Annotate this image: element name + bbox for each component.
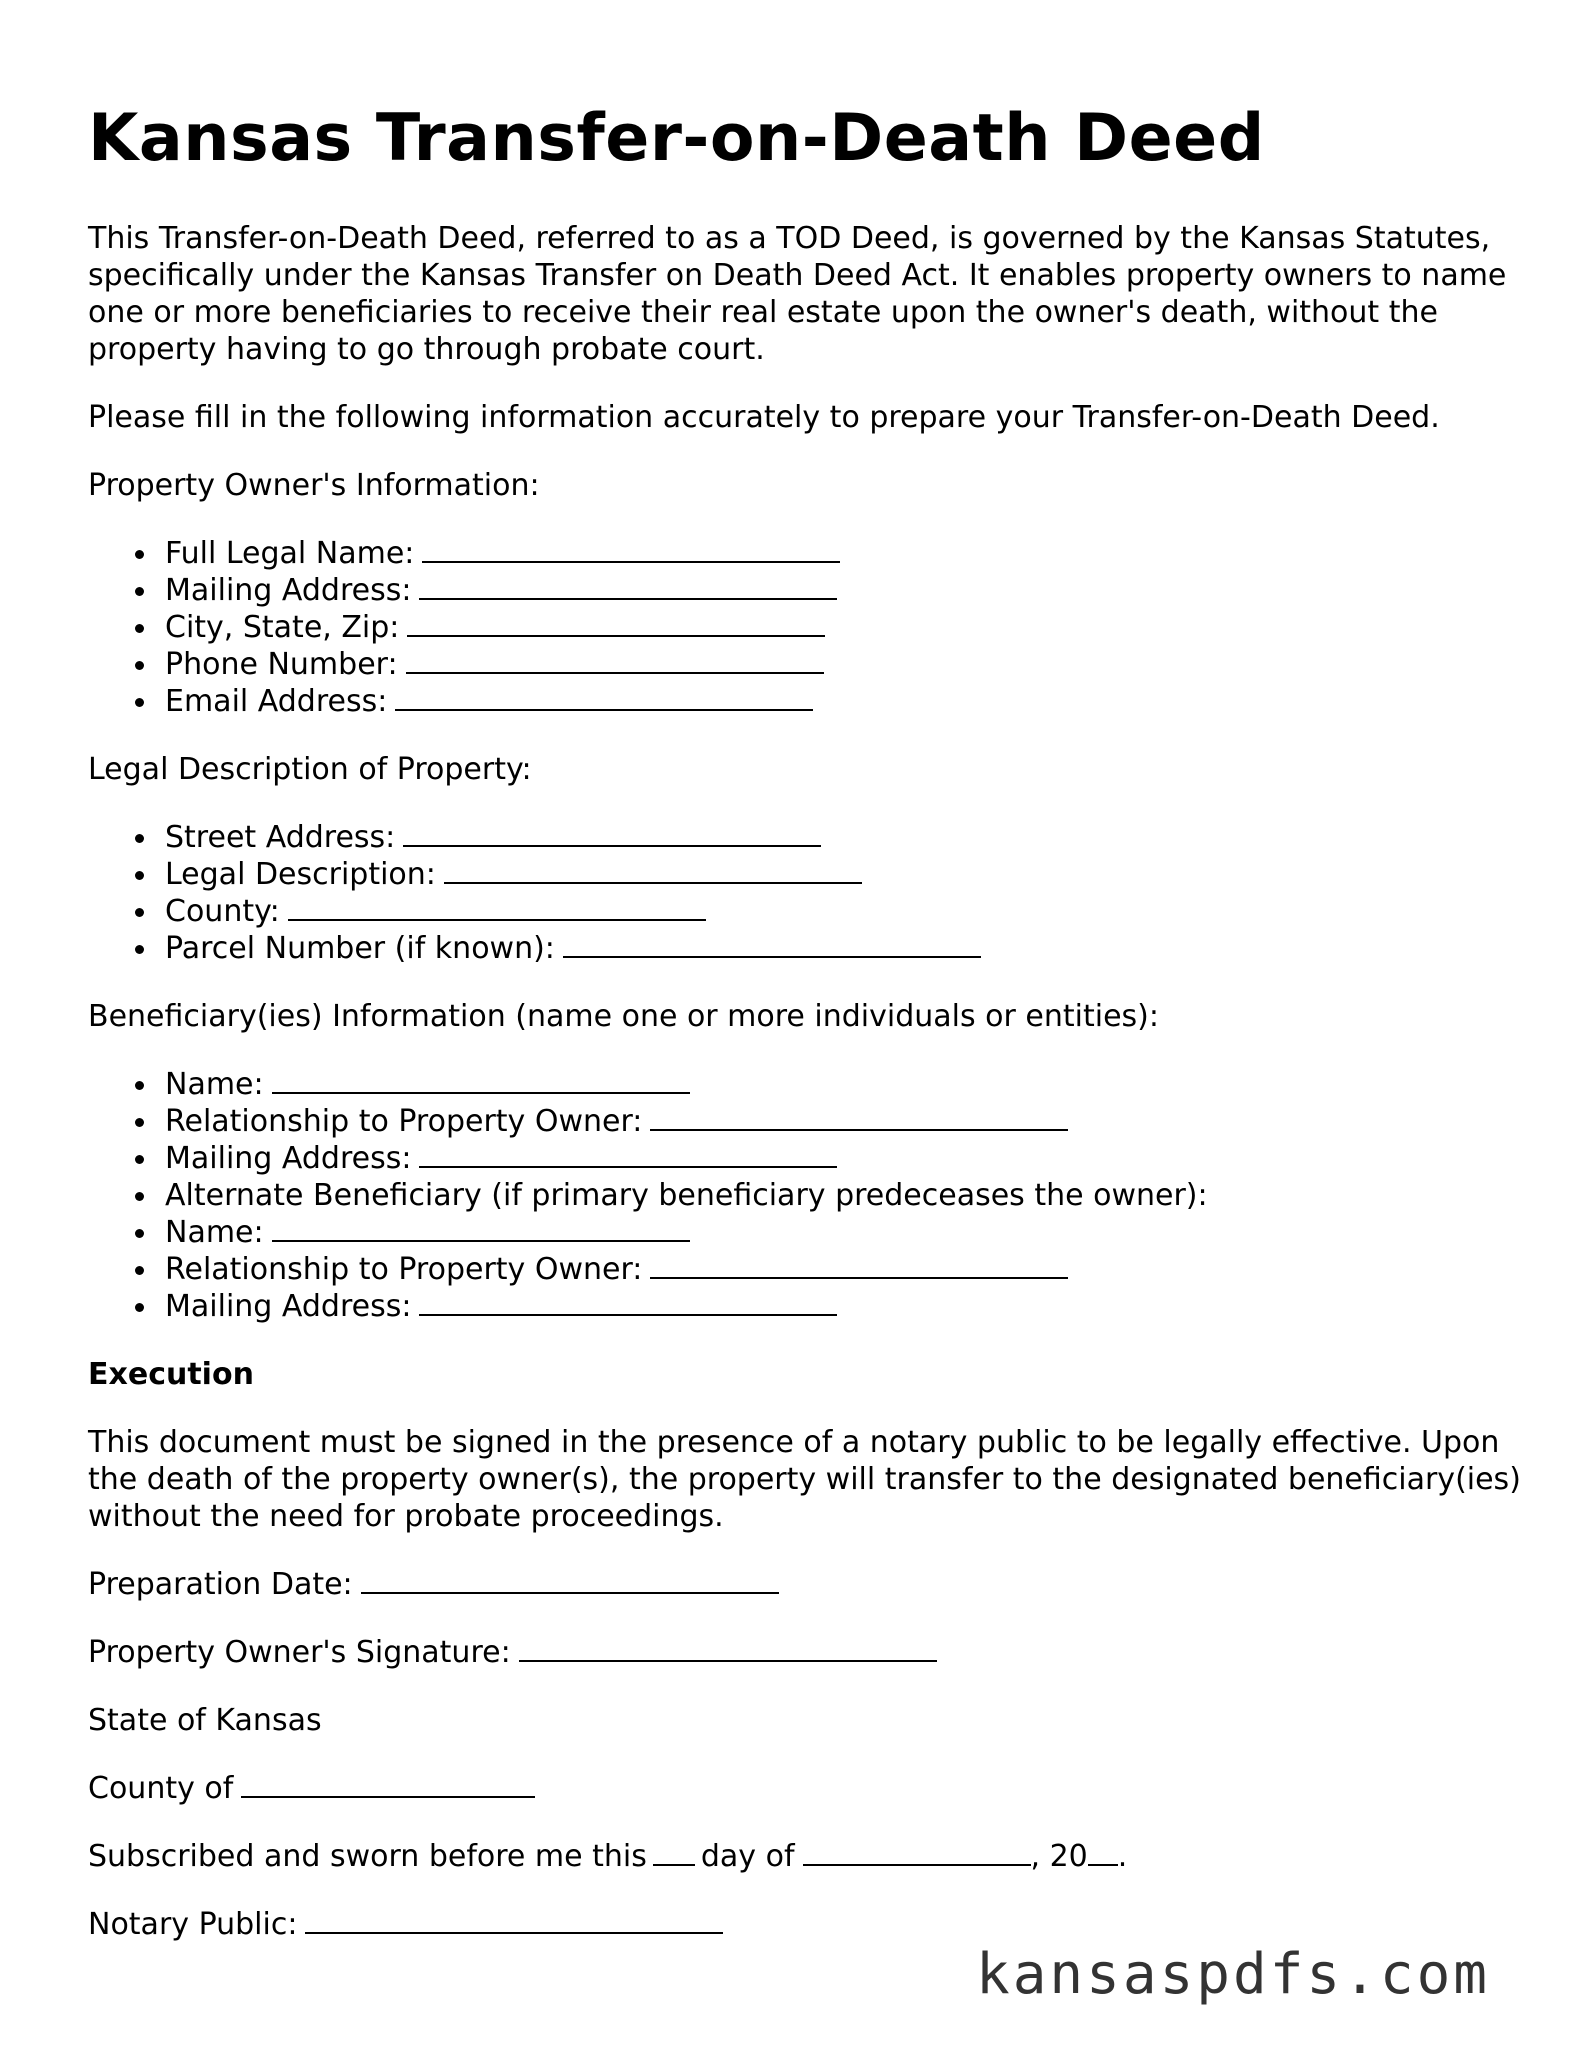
list-item — [165, 1288, 1528, 1325]
field-label: Relationship to Property Owner: — [165, 1252, 643, 1287]
execution-heading: Execution — [88, 1357, 254, 1392]
owner-fields-list — [88, 535, 1528, 720]
field-label: Notary Public: — [88, 1907, 298, 1942]
beneficiary-name-blank[interactable] — [272, 1066, 690, 1094]
field-label: Mailing Address: — [165, 1141, 412, 1176]
field-label: Mailing Address: — [165, 1289, 412, 1324]
county-of-blank[interactable] — [241, 1770, 535, 1798]
list-item — [165, 856, 1528, 893]
alternate-name-blank[interactable] — [272, 1214, 690, 1242]
property-section-heading: Legal Description of Property: — [88, 752, 532, 787]
list-item — [165, 1251, 1528, 1288]
watermark-text: kansaspdfs.com — [976, 1942, 1491, 2007]
beneficiary-fields-list — [88, 1066, 1528, 1325]
field-label: Street Address: — [165, 820, 396, 855]
owner-signature-blank[interactable] — [519, 1634, 937, 1662]
sworn-year-label: , 20 — [1030, 1839, 1088, 1874]
beneficiary-section-heading: Beneficiary(ies) Information (name one or more individuals or entities): — [88, 999, 1159, 1034]
field-label: County of — [88, 1771, 234, 1806]
list-item — [165, 646, 1528, 683]
property-fields-list — [88, 819, 1528, 967]
owner-section-heading: Property Owner's Information: — [88, 468, 540, 503]
owner-signature-line — [88, 1634, 1528, 1671]
full-legal-name-blank[interactable] — [422, 535, 840, 563]
field-label: Full Legal Name: — [165, 536, 415, 571]
field-label: Parcel Number (if known): — [165, 931, 555, 966]
sworn-prefix: Subscribed and sworn before me this — [88, 1839, 647, 1874]
list-item — [165, 683, 1528, 720]
list-item — [165, 1066, 1528, 1103]
list-item — [165, 1214, 1528, 1251]
list-item — [165, 819, 1528, 856]
execution-paragraph: This document must be signed in the presence of a notary public to be legally effective. Upon the death of the property owner(s), the property will transfer to the designated beneficiary(ies) without the need for probate proceedings. — [88, 1425, 1521, 1534]
field-label: Email Address: — [165, 684, 388, 719]
field-label: Name: — [165, 1067, 264, 1102]
parcel-number-blank[interactable] — [563, 930, 981, 958]
deed-document — [88, 100, 1528, 1974]
list-item — [165, 1103, 1528, 1140]
list-item — [165, 893, 1528, 930]
beneficiary-relationship-blank[interactable] — [650, 1103, 1068, 1131]
field-label: Mailing Address: — [165, 573, 412, 608]
list-item — [165, 1140, 1528, 1177]
county-of-line — [88, 1770, 1528, 1807]
alternate-mailing-address-blank[interactable] — [419, 1288, 837, 1316]
owner-mailing-address-blank[interactable] — [419, 572, 837, 600]
intro-paragraph: This Transfer-on-Death Deed, referred to as a TOD Deed, is governed by the Kansas Statutes, specifically under the Kansas Transfer on Death Deed Act. It enables property owners to name one or more beneficiaries to receive their real estate upon the owner's death, without the property having to go through probate court. — [88, 221, 1507, 367]
field-label: City, State, Zip: — [165, 610, 400, 645]
list-item — [165, 930, 1528, 967]
document-title: Kansas Transfer-on-Death Deed — [88, 101, 1265, 176]
preparation-date-line — [88, 1566, 1528, 1603]
sworn-year-blank[interactable] — [1088, 1838, 1118, 1866]
list-item — [165, 1177, 1528, 1214]
state-line: State of Kansas — [88, 1703, 322, 1738]
legal-description-blank[interactable] — [444, 856, 862, 884]
sworn-end: . — [1117, 1839, 1128, 1874]
field-label: County: — [165, 894, 280, 929]
phone-number-blank[interactable] — [406, 646, 824, 674]
sworn-day-label: day of — [700, 1839, 795, 1874]
field-label: Name: — [165, 1215, 264, 1250]
list-item — [165, 535, 1528, 572]
field-label: Alternate Beneficiary (if primary beneficiary predeceases the owner): — [165, 1178, 1208, 1213]
sworn-month-blank[interactable] — [803, 1838, 1031, 1866]
sworn-line — [88, 1838, 1528, 1875]
instruction-paragraph: Please fill in the following information accurately to prepare your Transfer-on-Death Deed. — [88, 400, 1440, 435]
email-address-blank[interactable] — [395, 683, 813, 711]
street-address-blank[interactable] — [403, 819, 821, 847]
county-blank[interactable] — [288, 893, 706, 921]
notary-signature-blank[interactable] — [305, 1906, 723, 1934]
field-label: Property Owner's Signature: — [88, 1635, 511, 1670]
beneficiary-mailing-address-blank[interactable] — [419, 1140, 837, 1168]
notary-line — [88, 1906, 1528, 1943]
alternate-relationship-blank[interactable] — [650, 1251, 1068, 1279]
city-state-zip-blank[interactable] — [407, 609, 825, 637]
preparation-date-blank[interactable] — [361, 1566, 779, 1594]
field-label: Phone Number: — [165, 647, 398, 682]
field-label: Relationship to Property Owner: — [165, 1104, 643, 1139]
field-label: Legal Description: — [165, 857, 436, 892]
list-item — [165, 609, 1528, 646]
field-label: Preparation Date: — [88, 1567, 353, 1602]
sworn-day-blank[interactable] — [653, 1838, 695, 1866]
list-item — [165, 572, 1528, 609]
